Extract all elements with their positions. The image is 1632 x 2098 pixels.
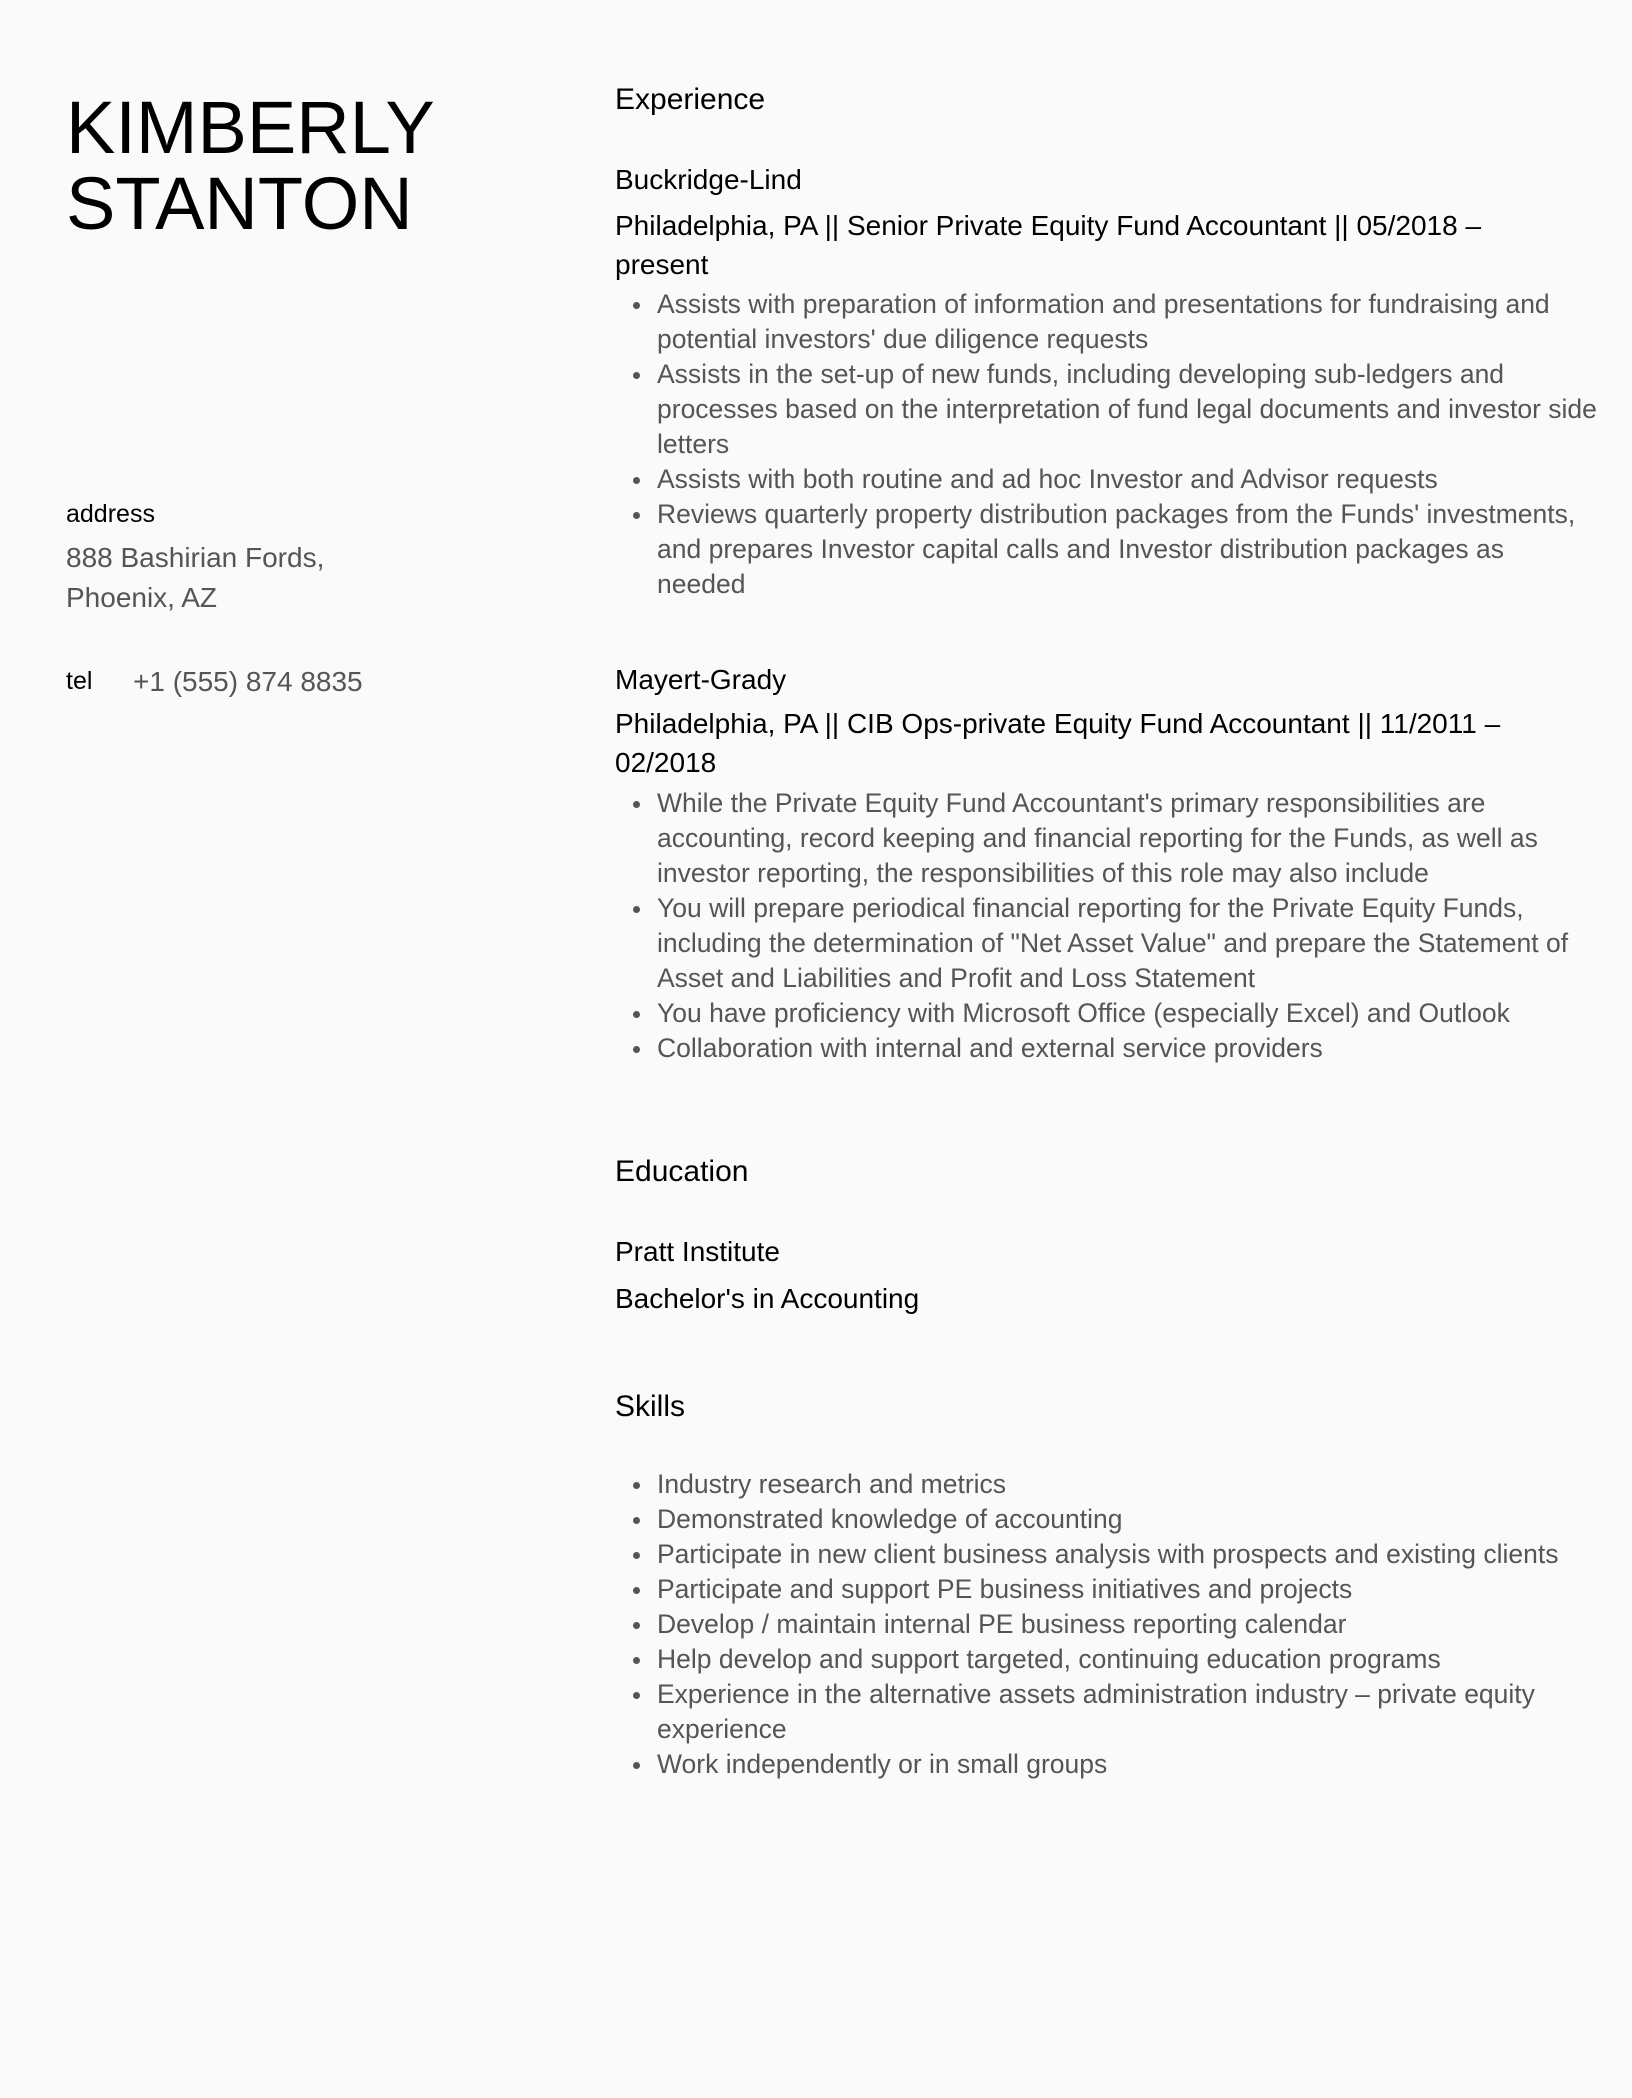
list-item: Participate and support PE business initiatives and projects xyxy=(657,1572,1597,1607)
list-item: While the Private Equity Fund Accountant's primary responsibilities are accounting, record keeping and financial reporting for the Funds, as well as investor reporting, the responsibilities of this role may also include xyxy=(657,786,1597,891)
list-item: You will prepare periodical financial reporting for the Private Equity Funds, including the determination of "Net Asset Value" and prepare the Statement of Asset and Liabilities and Profit and Loss Statement xyxy=(657,891,1597,996)
list-item: Work independently or in small groups xyxy=(657,1747,1597,1782)
job-company: Mayert-Grady xyxy=(615,664,787,695)
name-last: STANTON xyxy=(66,162,413,245)
education-degree: Bachelor's in Accounting xyxy=(615,1283,920,1314)
list-item: Assists with preparation of information and presentations for fundraising and potential investors' due diligence requests xyxy=(657,287,1597,357)
skills-list xyxy=(615,1467,1597,1782)
skills-heading: Skills xyxy=(615,1390,686,1423)
job-meta: Philadelphia, PA || CIB Ops-private Equity Fund Accountant || 11/2011 – 02/2018 xyxy=(615,708,1501,778)
candidate-name xyxy=(66,86,546,245)
job-meta: Philadelphia, PA || Senior Private Equity Fund Accountant || 05/2018 – present xyxy=(615,210,1482,280)
address-line-2: Phoenix, AZ xyxy=(66,582,217,613)
address-line-1: 888 Bashirian Fords, xyxy=(66,542,325,573)
list-item: You have proficiency with Microsoft Office (especially Excel) and Outlook xyxy=(657,996,1597,1031)
education-school: Pratt Institute xyxy=(615,1236,780,1267)
list-item: Experience in the alternative assets administration industry – private equity experience xyxy=(657,1677,1597,1747)
list-item: Assists in the set-up of new funds, including developing sub-ledgers and processes based on the interpretation of fund legal documents and investor side letters xyxy=(657,357,1597,462)
experience-heading: Experience xyxy=(615,83,766,116)
tel-label: tel xyxy=(66,667,93,695)
address-label: address xyxy=(66,500,155,528)
list-item: Assists with both routine and ad hoc Investor and Advisor requests xyxy=(657,462,1597,497)
list-item: Industry research and metrics xyxy=(657,1467,1597,1502)
list-item: Reviews quarterly property distribution packages from the Funds' investments, and prepares Investor capital calls and Investor distribution packages as needed xyxy=(657,497,1597,602)
job-bullets xyxy=(615,287,1597,602)
job-bullets xyxy=(615,786,1597,1066)
address-value xyxy=(66,538,486,618)
job-company: Buckridge-Lind xyxy=(615,164,802,195)
list-item: Participate in new client business analysis with prospects and existing clients xyxy=(657,1537,1597,1572)
list-item: Demonstrated knowledge of accounting xyxy=(657,1502,1597,1537)
name-first: KIMBERLY xyxy=(66,86,435,169)
list-item: Collaboration with internal and external service providers xyxy=(657,1031,1597,1066)
list-item: Help develop and support targeted, continuing education programs xyxy=(657,1642,1597,1677)
list-item: Develop / maintain internal PE business reporting calendar xyxy=(657,1607,1597,1642)
education-heading: Education xyxy=(615,1155,749,1188)
tel-value: +1 (555) 874 8835 xyxy=(133,666,363,697)
name-block xyxy=(66,86,546,245)
